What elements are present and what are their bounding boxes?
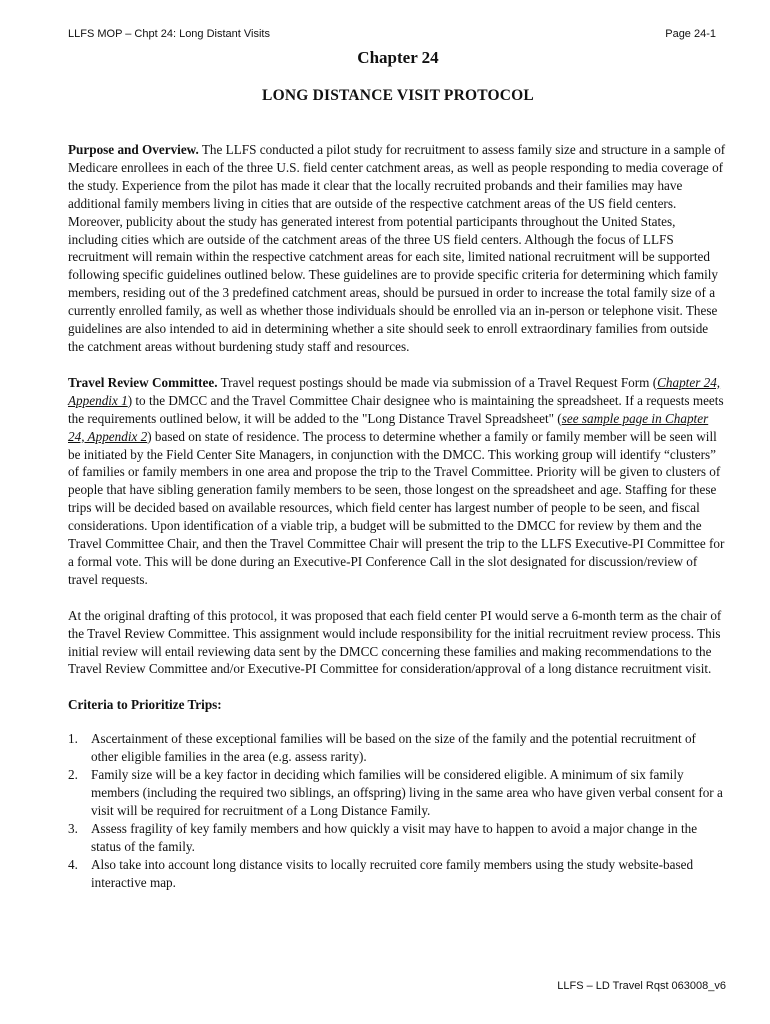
page-number: Page 24-1 (665, 28, 716, 40)
list-item-text: Family size will be a key factor in deciding which families will be considered eligible. A minimum of six family members (including the required two siblings, an offspring) living in the same area who have given verbal consent for a visit will be required for recruitment of a Long Distance Family. (91, 767, 723, 818)
criteria-list (68, 730, 726, 891)
travel-paragraph (68, 374, 726, 589)
travel-text-1: Travel request postings should be made via submission of a Travel Request Form ( (217, 374, 658, 390)
list-item (68, 730, 726, 766)
list-item (68, 766, 726, 820)
travel-lead: Travel Review Committee. (68, 374, 218, 390)
drafting-paragraph: At the original drafting of this protocol, it was proposed that each field center PI would serve a 6-month term as the chair of the Travel Review Committee. This assignment would include responsibility for the initial recruitment review process. This initial review will entail reviewing data sent by the DMCC concerning these families and making recommendations to the Travel Review Committee and/or Executive-PI Committee for consideration/approval of a long distance recruitment visit. (68, 607, 722, 677)
list-item-text: Ascertainment of these exceptional families will be based on the size of the family and the potential recruitment of other eligible families in the area (e.g. assess rarity). (91, 731, 696, 765)
list-item-number: 3. (68, 820, 78, 836)
appendix-1-link[interactable]: Chapter 24, Appendix 1 (68, 374, 721, 408)
purpose-paragraph (68, 141, 726, 356)
appendix-2-link[interactable]: see sample page in Chapter 24, Appendix 2 (68, 410, 709, 444)
running-footer: LLFS – LD Travel Rqst 063008_v6 (557, 980, 726, 992)
running-header-title: LLFS MOP – Chpt 24: Long Distant Visits (68, 28, 270, 40)
list-item-number: 1. (68, 731, 78, 747)
travel-text-3: ) based on state of residence. The process to determine whether a family or family member will be seen will be initiated by the Field Center Site Managers, in conjunction with the DMCC. This working group will identify “clusters” of families or family members in one area and propose the trip to the Travel Committee. Priority will be given to clusters of people that have sibling generation family members to be seen, those longest on the spreadsheet and age. Staffing for these trips will be decided based on available resources, which field center has largest number of people to be seen, and fiscal considerations. Upon identification of a viable trip, a budget will be submitted to the DMCC for review by them and the Travel Committee Chair, and then the Travel Committee Chair will present the trip to the LLFS Executive-PI Committee for a formal vote. This will be done during an Executive-PI Conference Call in the slot designated for discussion/review of travel requests. (68, 428, 725, 587)
document-body (68, 141, 726, 891)
travel-text-2: ) to the DMCC and the Travel Committee Chair designee who is maintaining the spreadsheet. If a requests meets the requirements outlined below, it will be added to the "Long Distance Travel Spreadsheet" ( (68, 392, 724, 426)
chapter-heading: Chapter 24 (357, 48, 439, 67)
list-item-text: Assess fragility of key family members and how quickly a visit may have to happen to avoid a major change in the status of the family. (91, 820, 698, 854)
list-item-number: 4. (68, 856, 78, 872)
list-item-number: 2. (68, 767, 78, 783)
list-item (68, 856, 726, 892)
list-item (68, 820, 726, 856)
purpose-text: The LLFS conducted a pilot study for recruitment to assess family size and structure in a sample of Medicare enrollees in each of the three U.S. field center catchment areas, as well as people responding to media coverage of the study. Experience from the pilot has made it clear that the locally recruited probands and their families may have additional family members living in cities that are outside of the respective catchment areas of the US field centers. Moreover, publicity about the study has generated interest from potential participants throughout the United States, including cities which are outside of the catchment areas of the three US field centers. Although the focus of LLFS recruitment will remain within the respective catchment areas for each site, limited national recruitment will be supported following specific guidelines outlined below. These guidelines are to provide specific criteria for determining which family members, residing out of the 3 predefined catchment areas, should be pursued in order to increase the total family size of a currently enrolled family, as well as whether those individuals should be enrolled via an in-person or telephone visit. These guidelines are also intended to aid in determining whether a site should seek to enroll extraordinary families from outside the catchment areas without burdening study staff and resources. (68, 142, 726, 354)
list-item-text: Also take into account long distance visits to locally recruited core family members using the study website-based interactive map. (91, 856, 694, 890)
criteria-heading: Criteria to Prioritize Trips: (68, 697, 222, 713)
document-title: LONG DISTANCE VISIT PROTOCOL (262, 87, 534, 104)
purpose-lead: Purpose and Overview. (68, 142, 199, 157)
